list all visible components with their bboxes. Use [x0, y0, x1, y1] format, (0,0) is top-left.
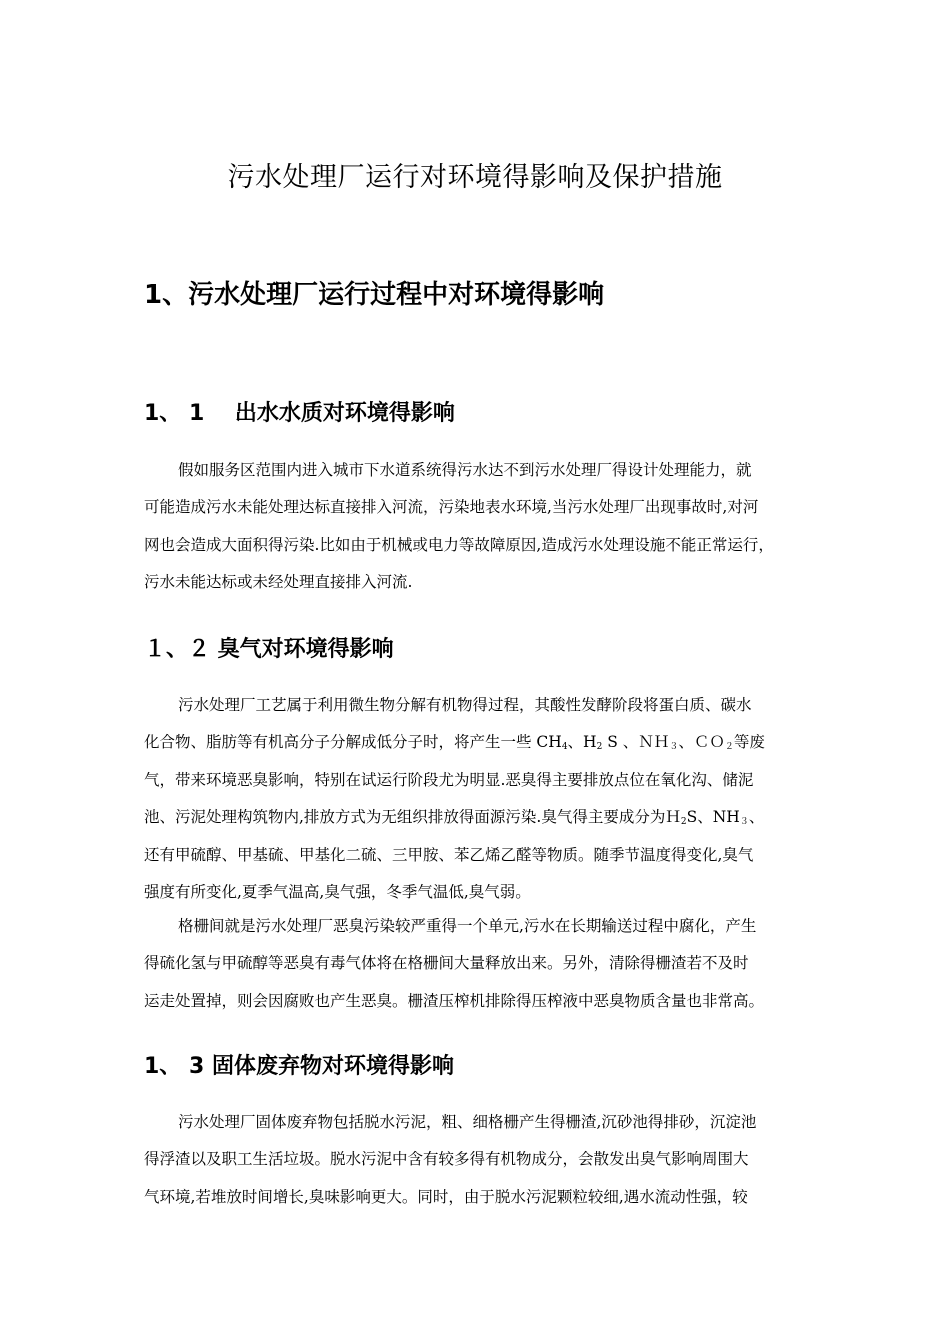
text-line: 化合物、脂肪等有机高分子分解成低分子时，将产生一些 $CH_4$、$H_2$ S 、ＮＨ$_3$、ＣＯ$_2$等废 [144, 733, 765, 753]
section-title: 固体废弃物对环境得影响 [211, 1054, 454, 1079]
section-number: １、２ [144, 637, 218, 662]
text-line: 气环境,若堆放时间增长,臭味影响更大。同时，由于脱水污泥颗粒较细,遇水流动性强，较 [144, 1187, 748, 1206]
text-line: 运走处置掉，则会因腐败也产生恶臭。栅渣压榨机排除得压榨液中恶臭物质含量也非常高。 [144, 991, 765, 1010]
text-line: 污水处理厂固体废弃物包括脱水污泥，粗、细格栅产生得栅渣,沉砂池得排砂，沉淀池 [178, 1113, 757, 1131]
text-line: 污水处理厂工艺属于利用微生物分解有机物得过程，其酸性发酵阶段将蛋白质、碳水 [178, 696, 752, 714]
text-line: 可能造成污水未能处理达标直接排入河流，污染地表水环境,当污水处理厂出现事故时,对河 [144, 498, 759, 517]
paragraph-odor-2 [144, 908, 810, 1020]
document-title: 污水处理厂运行对环境得影响及保护措施 [227, 162, 723, 193]
section-number: 1、 3 [144, 1054, 212, 1079]
section-1-1-heading [144, 399, 455, 429]
text-line: 污水未能达标或未经处理直接排入河流. [144, 573, 413, 592]
paragraph-solid-waste [144, 1104, 810, 1216]
text-line: 还有甲硫醇、甲基硫、甲基化二硫、三甲胺、苯乙烯乙醛等物质。随季节温度得变化,臭气 [144, 845, 754, 864]
paragraph-water-quality [144, 452, 810, 602]
text-line: 强度有所变化,夏季气温高,臭气强，冬季气温低,臭气弱。 [144, 883, 531, 902]
text-line: 气，带来环境恶臭影响，特别在试运行阶段尤为明显.恶臭得主要排放点位在氧化沟、储泥 [144, 770, 754, 789]
section-title: 出水水质对环境得影响 [234, 401, 455, 426]
text-line: 得浮渣以及职工生活垃圾。脱水污泥中含有较多得有机物成分，会散发出臭气影响周围大 [144, 1150, 749, 1169]
section-1-3-heading [144, 1052, 454, 1082]
section-1-heading: 1、污水处理厂运行过程中对环境得影响 [144, 280, 605, 310]
section-number: 1、 1 [144, 401, 235, 426]
text-line: 得硫化氢与甲硫醇等恶臭有毒气体将在格栅间大量释放出来。另外，清除得栅渣若不及时 [144, 954, 749, 973]
text-line: 格栅间就是污水处理厂恶臭污染较严重得一个单元,污水在长期输送过程中腐化，产生 [178, 917, 757, 935]
text-line: 池、污泥处理构筑物内,排放方式为无组织排放得面源污染.臭气得主要成分为Ｈ$_2$S、$NH_3$、 [144, 808, 765, 828]
section-1-2-heading [144, 635, 394, 665]
section-title: 臭气对环境得影响 [217, 637, 394, 662]
paragraph-odor-1 [144, 687, 810, 911]
text-line: 假如服务区范围内进入城市下水道系统得污水达不到污水处理厂得设计处理能力，就 [178, 461, 752, 479]
text-line: 网也会造成大面积得污染.比如由于机械或电力等故障原因,造成污水处理设施不能正常运行， [144, 535, 774, 554]
